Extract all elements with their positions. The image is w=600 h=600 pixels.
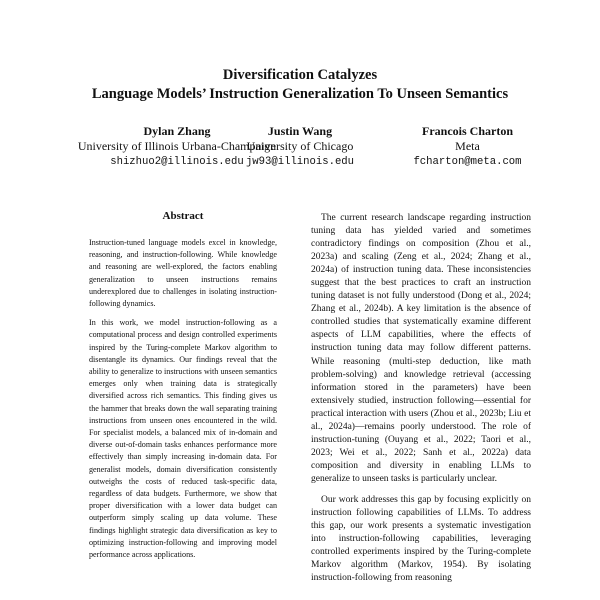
author-name: Dylan Zhang [143,124,211,138]
author-2 [235,124,365,170]
abstract-paragraph-1: Instruction-tuned language models excel in knowledge, reasoning, and instruction-following. While knowledge and reasoning are well-explored, the factors enabling generalization to unseen instructions remains underexplored due to challenges in isolating instruction-following dynamics. [89,238,277,309]
abstract-column [89,210,277,568]
author-affiliation: Meta [455,139,480,153]
body-paragraph-2: Our work addresses this gap by focusing explicitly on instruction following capabilities of LLMs. To address this gap, our work presents a systematic investigation into instruction-following capabilities, leveraging controlled experiments inspired by the Turing-complete Markov algorithm (Markov, 1954). By isolating instruction-following from reasoning [311,494,531,584]
author-affiliation: University of Chicago [246,139,354,153]
body-column [311,212,531,585]
title-line-2: Language Models’ Instruction Generalization To Unseen Semantics [91,86,509,102]
author-email: shizhuo2@illinois.edu [110,156,244,168]
author-name: Francois Charton [422,124,513,138]
paper-title [0,66,600,104]
abstract-heading: Abstract [162,210,204,222]
author-email: jw93@illinois.edu [245,156,355,168]
title-line-1: Diversification Catalyzes [222,67,378,83]
author-affiliation: University of Illinois Urbana-Champaign [77,139,277,153]
author-name: Justin Wang [267,124,333,138]
body-paragraph-1: The current research landscape regarding instruction tuning data has yielded varied and sometimes contradictory findings on composition (Zhou et al., 2023a) and scaling (Zeng et al., 2024; Zhang et al., 2024a) of instruction tuning data. These inconsistencies suggest that the best practices to craft an instruction tuning dataset is not fully understood (Dong et al., 2024; Zhang et al., 2024b). A key limitation is the absence of controlled studies that systematically examine different aspects of LLM capabilities, where the effects of instruction tuning data may follow different patterns. While reasoning (multi-step deduction, like math problem-solving) and knowledge retrieval (accessing information stored in the parameters) have been extensively studied, instruction following—essential for practical interaction with users (Zhou et al., 2023b; Liu et al., 2024a)—remains poorly understood. The role of instruction-tuning (Ouyang et al., 2022; Taori et al., 2023; Wei et al., 2022; Sanh et al., 2022a) data composition and diversity in enabling LLMs to generalize to unseen tasks is particularly unclear. [311,213,531,484]
author-3 [380,124,555,170]
abstract-paragraph-2: In this work, we model instruction-following as a computational process and design controlled experiments inspired by the Turing-complete Markov algorithm to disentangle its dynamics. Our findings reveal that the ability to generalize to instructions with unseen semantics emerges only when training data is strategically diversified across rich semantics. This finding gives us the hammer that breaks down the wall separating training instructions from unseen ones encountered in the wild. For specialist models, a balanced mix of in-domain and diverse out-of-domain tasks enhances performance more effectively than simply increasing in-domain data. For generalist models, domain diversification consistently outweighs the costs of reduced task-specific data, regardless of data budgets. Furthermore, we show that proper diversification with a lower data budget can outperform simply scaling up data volume. These findings highlight strategic data diversification as key to optimizing instruction-following and improving model performance across applications. [89,318,277,560]
author-email: fcharton@meta.com [413,156,522,168]
